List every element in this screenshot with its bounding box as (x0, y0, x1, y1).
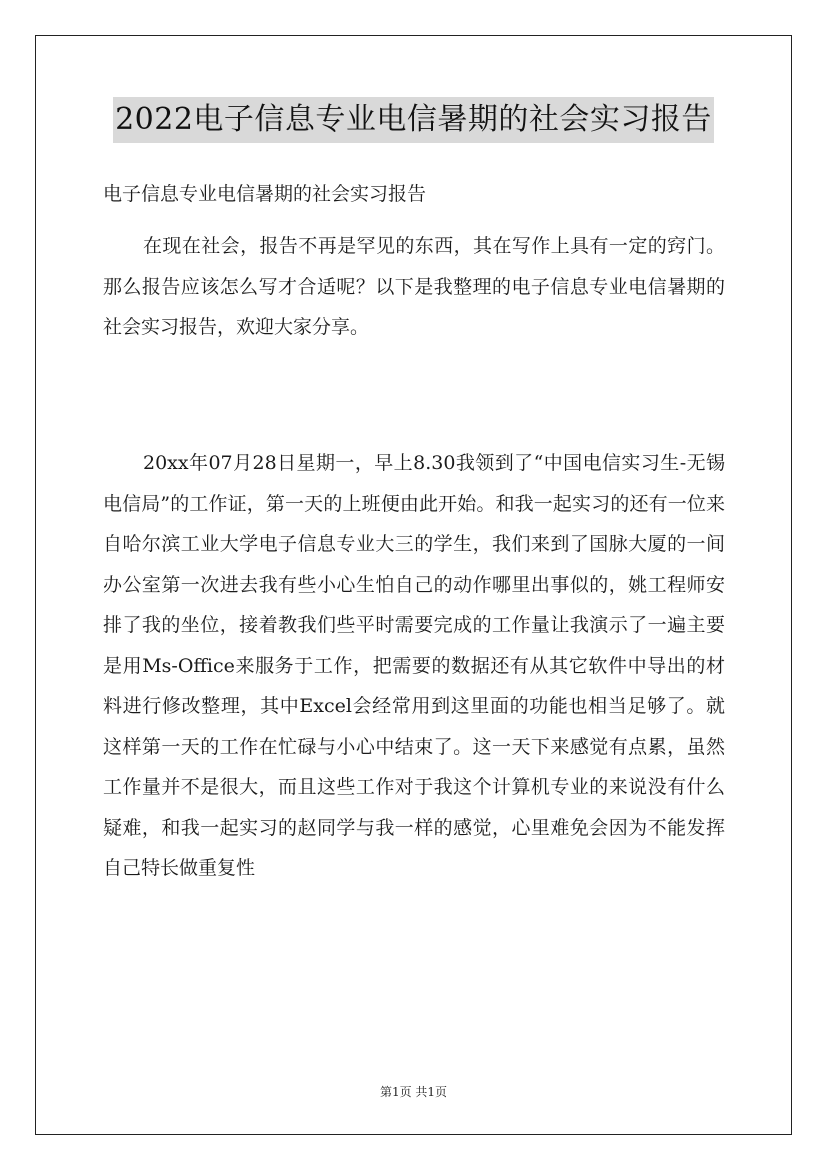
document-title: 2022电子信息专业电信暑期的社会实习报告 (113, 97, 714, 143)
body-paragraph: 20xx年07月28日星期一，早上8.30我领到了“中国电信实习生-无锡电信局”的工作证，第一天的上班便由此开始。和我一起实习的还有一位来自哈尔滨工业大学电子信息专业大三的学生，我们来到了国脉大厦的一间办公室第一次进去我有些小心生怕自己的动作哪里出事似的，姚工程师安排了我的坐位，接着教我们些平时需要完成的工作量让我演示了一遍主要是用Ms-Office来服务于工作，把需要的数据还有从其它软件中导出的材料进行修改整理，其中Excel会经常用到这里面的功能也相当足够了。就这样第一天的工作在忙碌与小心中结束了。这一天下来感觉有点累，虽然工作量并不是很大，而且这些工作对于我这个计算机专业的来说没有什么疑难，和我一起实习的赵同学与我一样的感觉，心里难免会因为不能发挥自己特长做重复性 (103, 452, 725, 879)
document-title-container (0, 97, 827, 143)
page-number-footer: 第1页 共1页 (379, 1085, 448, 1099)
intro-paragraph: 在现在社会，报告不再是罕见的东西，其在写作上具有一定的窍门。那么报告应该怎么写才合适呢？以下是我整理的电子信息专业电信暑期的社会实习报告，欢迎大家分享。 (103, 235, 725, 338)
document-subtitle: 电子信息专业电信暑期的社会实习报告 (103, 183, 427, 205)
